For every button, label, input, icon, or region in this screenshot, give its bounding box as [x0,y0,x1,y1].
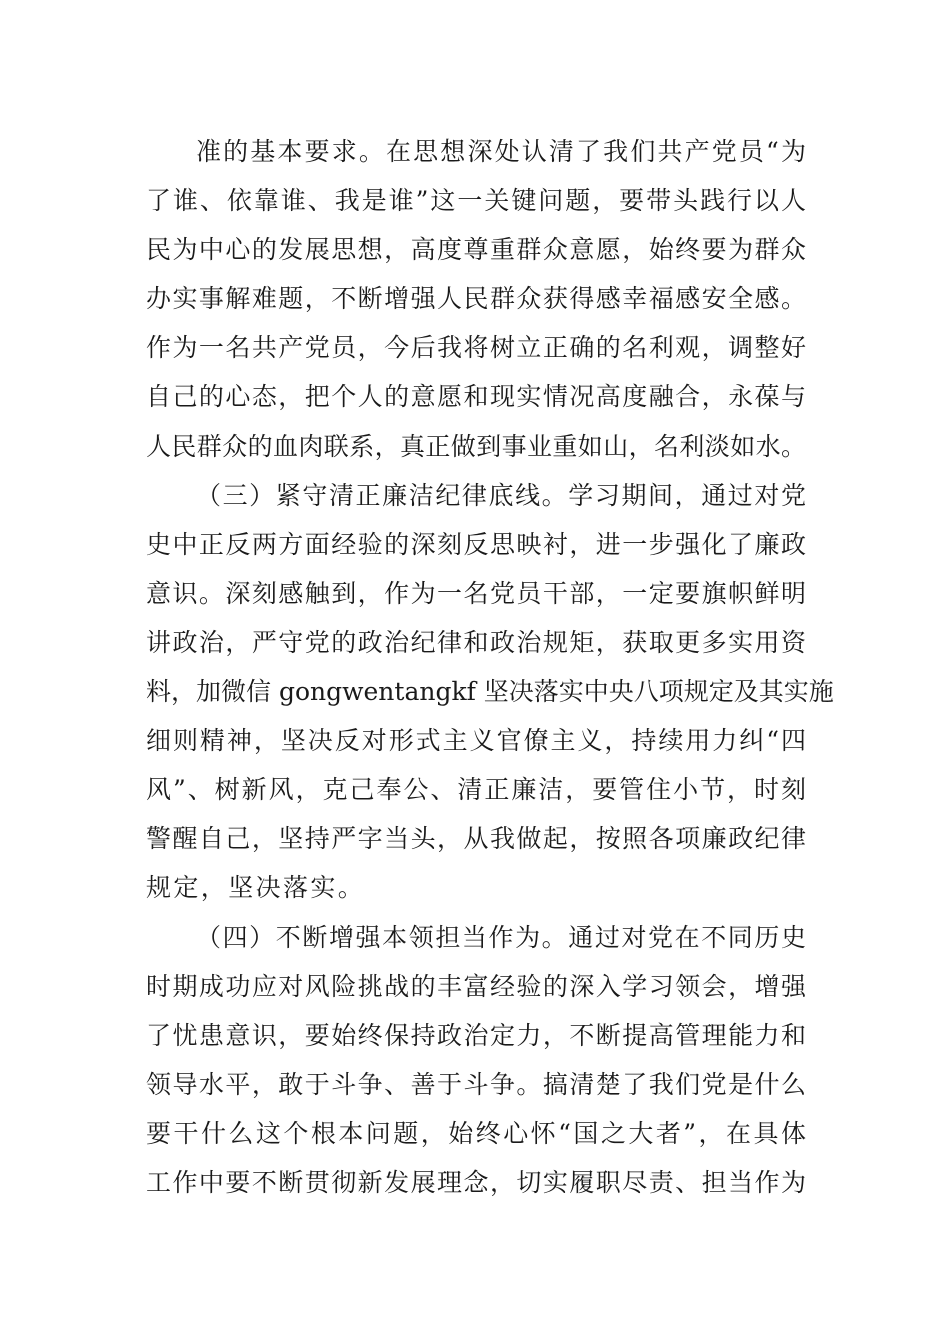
text-line: 讲政治，严守党的政治纪律和政治规矩，获取更多实用资 [146,627,806,657]
text-line: 作为一名共产党员，今后我将树立正确的名利观，调整好 [146,333,806,363]
text-line: 意识。深刻感触到，作为一名党员干部，一定要旗帜鲜明 [146,578,806,608]
text-line: 了谁、依靠谁、我是谁”这一关键问题，要带头践行以人 [146,186,806,216]
text-line: 时期成功应对风险挑战的丰富经验的深入学习领会，增强 [146,971,806,1001]
text-line: 准的基本要求。在思想深处认清了我们共产党员“为 [196,137,806,166]
text-line: 料，加微信 gongwentangkf 坚决落实中央八项规定及其实施 [146,677,834,707]
section-heading-line: （四）不断增强本领担当作为。通过对党在不同历史 [196,922,806,952]
text-line: 民为中心的发展思想，高度尊重群众意愿，始终要为群众 [146,235,806,265]
text-line: 规定，坚决落实。 [146,873,366,903]
text-line: 办实事解难题，不断增强人民群众获得感幸福感安全感。 [146,284,806,314]
text-line: 了忧患意识，要始终保持政治定力，不断提高管理能力和 [146,1020,806,1050]
text-line: 自己的心态，把个人的意愿和现实情况高度融合，永葆与 [146,382,806,412]
text-line: 要干什么这个根本问题，始终心怀“国之大者”，在具体 [146,1118,806,1148]
body-text [146,127,834,1207]
text-line: 人民群众的血肉联系，真正做到事业重如山，名利淡如水。 [146,431,806,461]
text-line: 细则精神，坚决反对形式主义官僚主义，持续用力纠“四 [146,726,806,756]
text-line: 警醒自己，坚持严字当头，从我做起，按照各项廉政纪律 [146,824,806,854]
text-line: 史中正反两方面经验的深刻反思映衬，进一步强化了廉政 [146,529,806,559]
text-line: 风”、树新风，克己奉公、清正廉洁，要管住小节，时刻 [146,775,806,805]
section-heading-line: （三）紧守清正廉洁纪律底线。学习期间，通过对党 [196,480,806,510]
text-line: 工作中要不断贯彻新发展理念，切实履职尽责、担当作为 [146,1167,806,1197]
text-line: 领导水平，敢于斗争、善于斗争。搞清楚了我们党是什么 [146,1069,806,1099]
